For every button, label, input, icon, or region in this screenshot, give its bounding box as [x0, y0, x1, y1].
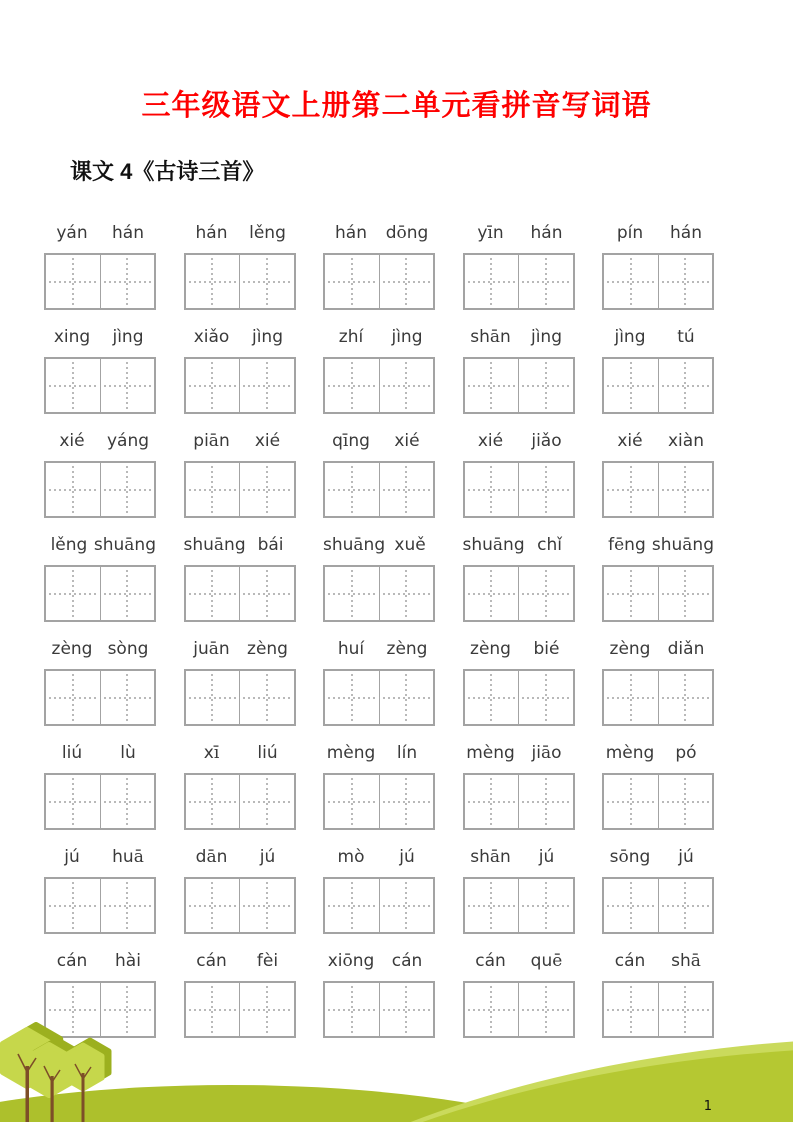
writing-box-row [44, 877, 714, 934]
pinyin-row [44, 844, 714, 870]
pinyin-syllable: bái [257, 535, 284, 555]
writing-cell [604, 775, 658, 828]
writing-cell [239, 359, 294, 412]
pinyin-word [463, 220, 575, 246]
pinyin-syllable: fèi [256, 951, 279, 971]
pinyin-syllable: shān [470, 327, 511, 347]
pinyin-syllable: shā [671, 951, 701, 971]
writing-cell [100, 671, 155, 724]
pinyin-syllable: xié [617, 431, 643, 451]
writing-cell [465, 775, 519, 828]
pinyin-word [463, 948, 575, 974]
writing-box-pair [463, 357, 575, 414]
pinyin-syllable: mèng [326, 743, 376, 763]
writing-cell [239, 463, 294, 516]
pinyin-syllable: jiǎo [531, 431, 562, 451]
pinyin-syllable: hán [670, 223, 702, 243]
pinyin-syllable: mèng [605, 743, 655, 763]
pinyin-syllable: xié [394, 431, 420, 451]
pinyin-syllable: bié [533, 639, 560, 659]
pinyin-syllable: hán [335, 223, 367, 243]
pinyin-word [184, 220, 296, 246]
pinyin-syllable: jìng [112, 327, 144, 347]
pinyin-syllable: zèng [609, 639, 651, 659]
pinyin-syllable: zèng [386, 639, 428, 659]
writing-cell [379, 775, 434, 828]
writing-cell [186, 463, 240, 516]
pinyin-syllable: hán [530, 223, 563, 243]
pinyin-syllable: hán [112, 223, 144, 243]
pinyin-word [44, 532, 156, 558]
writing-box-row [44, 253, 714, 310]
pinyin-word [602, 324, 714, 350]
writing-box-pair [323, 877, 435, 934]
writing-box-pair [323, 565, 435, 622]
pinyin-syllable: lěng [50, 535, 88, 555]
pinyin-word [184, 636, 296, 662]
writing-box-pair [463, 877, 575, 934]
pinyin-word [602, 532, 714, 558]
writing-cell [325, 567, 379, 620]
writing-box-row [44, 357, 714, 414]
pinyin-syllable: yáng [106, 431, 150, 451]
writing-cell [518, 359, 573, 412]
pinyin-syllable: sōng [609, 847, 651, 867]
writing-cell [518, 879, 573, 932]
pinyin-syllable: zèng [470, 639, 511, 659]
pinyin-syllable: xiǎo [193, 327, 230, 347]
pinyin-syllable: xī [203, 743, 220, 763]
pinyin-syllable: lín [396, 743, 418, 763]
writing-cell [604, 671, 658, 724]
pinyin-syllable: huā [112, 847, 144, 867]
writing-cell [100, 255, 155, 308]
pinyin-word [463, 428, 575, 454]
writing-cell [186, 567, 240, 620]
writing-box-pair [184, 669, 296, 726]
pinyin-syllable: yīn [477, 223, 504, 243]
writing-cell [604, 879, 658, 932]
writing-cell [604, 567, 658, 620]
writing-cell [518, 775, 573, 828]
writing-cell [186, 359, 240, 412]
pinyin-syllable: dōng [385, 223, 429, 243]
writing-box-pair [44, 773, 156, 830]
pinyin-syllable: mèng [466, 743, 515, 763]
writing-box-pair [602, 669, 714, 726]
pinyin-syllable: xié [254, 431, 281, 451]
pinyin-syllable: jìng [391, 327, 423, 347]
writing-box-pair [602, 877, 714, 934]
worksheet-row [44, 428, 714, 518]
writing-cell [325, 671, 379, 724]
page-number: 1 [703, 1099, 712, 1114]
writing-box-pair [184, 253, 296, 310]
writing-cell [658, 567, 713, 620]
section-heading: 课文 4《古诗三首》 [70, 159, 265, 184]
pinyin-word [323, 636, 435, 662]
writing-cell [518, 567, 573, 620]
pinyin-word [323, 324, 435, 350]
pinyin-syllable: shuāng [651, 535, 714, 555]
writing-cell [325, 879, 379, 932]
pinyin-syllable: pín [616, 223, 644, 243]
writing-box-pair [463, 669, 575, 726]
pinyin-word [44, 220, 156, 246]
pinyin-word [463, 532, 575, 558]
writing-box-pair [602, 253, 714, 310]
pinyin-syllable: jiāo [531, 743, 562, 763]
pinyin-syllable: shuāng [323, 535, 386, 555]
pinyin-word [602, 948, 714, 974]
pinyin-syllable: huí [337, 639, 365, 659]
writing-box-pair [602, 357, 714, 414]
worksheet-row [44, 740, 714, 830]
writing-cell [46, 255, 100, 308]
pinyin-word [184, 740, 296, 766]
pinyin-syllable: xing [53, 327, 91, 347]
pinyin-row [44, 220, 714, 246]
pinyin-word [323, 844, 435, 870]
pinyin-syllable: qīng [332, 431, 370, 451]
writing-cell [658, 463, 713, 516]
pinyin-syllable: cán [391, 951, 423, 971]
writing-box-pair [44, 253, 156, 310]
writing-cell [379, 879, 434, 932]
writing-box-pair [323, 773, 435, 830]
pinyin-syllable: jìng [251, 327, 283, 347]
pinyin-word [463, 844, 575, 870]
pinyin-syllable: zèng [51, 639, 93, 659]
pinyin-word [184, 844, 296, 870]
pinyin-syllable: shuāng [462, 535, 525, 555]
writing-cell [186, 255, 240, 308]
pinyin-syllable: pó [675, 743, 697, 763]
pinyin-syllable: juān [193, 639, 230, 659]
pinyin-syllable: jú [64, 847, 80, 867]
pinyin-syllable: zèng [247, 639, 288, 659]
writing-box-pair [44, 877, 156, 934]
pinyin-word [323, 428, 435, 454]
writing-cell [186, 775, 240, 828]
pinyin-word [184, 532, 296, 558]
writing-cell [46, 567, 100, 620]
pinyin-row [44, 740, 714, 766]
writing-cell [518, 255, 573, 308]
tree1-trunk [26, 1066, 30, 1122]
pinyin-syllable: cán [196, 951, 227, 971]
writing-cell [186, 671, 240, 724]
pinyin-syllable: yán [56, 223, 88, 243]
writing-cell [46, 463, 100, 516]
writing-box-pair [184, 877, 296, 934]
pinyin-syllable: jìng [614, 327, 646, 347]
writing-cell [325, 775, 379, 828]
pinyin-word [323, 948, 435, 974]
writing-cell [465, 879, 519, 932]
writing-cell [100, 359, 155, 412]
writing-box-pair [44, 357, 156, 414]
pinyin-word [44, 324, 156, 350]
writing-cell [46, 879, 100, 932]
writing-box-pair [184, 565, 296, 622]
worksheet-row [44, 324, 714, 414]
worksheet-row [44, 220, 714, 310]
hills-illustration [0, 1022, 793, 1122]
pinyin-syllable: lěng [249, 223, 286, 243]
pinyin-word [323, 740, 435, 766]
writing-box-row [44, 669, 714, 726]
pinyin-syllable: tú [677, 327, 695, 347]
pinyin-syllable: diǎn [667, 639, 705, 659]
pinyin-syllable: liú [61, 743, 83, 763]
writing-cell [658, 671, 713, 724]
writing-box-row [44, 461, 714, 518]
writing-cell [239, 255, 294, 308]
writing-cell [465, 671, 519, 724]
writing-cell [658, 879, 713, 932]
pinyin-syllable: sòng [107, 639, 149, 659]
pinyin-syllable: shuāng [93, 535, 156, 555]
pinyin-syllable: fēng [608, 535, 646, 555]
footer-decoration [0, 1022, 793, 1122]
writing-box-pair [323, 357, 435, 414]
writing-box-pair [463, 773, 575, 830]
pinyin-syllable: mò [337, 847, 365, 867]
writing-cell [465, 463, 519, 516]
writing-cell [100, 567, 155, 620]
pinyin-word [463, 740, 575, 766]
writing-cell [465, 359, 519, 412]
writing-box-row [44, 565, 714, 622]
writing-cell [379, 255, 434, 308]
pinyin-word [323, 532, 435, 558]
pinyin-syllable: cán [475, 951, 506, 971]
pinyin-word [44, 636, 156, 662]
writing-cell [100, 775, 155, 828]
writing-cell [465, 255, 519, 308]
pinyin-syllable: piān [193, 431, 230, 451]
pinyin-syllable: jìng [530, 327, 562, 347]
writing-box-pair [44, 669, 156, 726]
pinyin-syllable: jú [259, 847, 276, 867]
writing-box-pair [463, 253, 575, 310]
pinyin-word [44, 844, 156, 870]
writing-cell [518, 463, 573, 516]
pinyin-syllable: dān [195, 847, 228, 867]
pinyin-syllable: shān [470, 847, 511, 867]
writing-cell [239, 567, 294, 620]
pinyin-row [44, 324, 714, 350]
writing-cell [518, 671, 573, 724]
writing-cell [325, 463, 379, 516]
pinyin-syllable: xié [59, 431, 85, 451]
worksheet-row [44, 844, 714, 934]
writing-box-pair [463, 565, 575, 622]
pinyin-syllable: xuě [394, 535, 426, 555]
writing-box-pair [44, 565, 156, 622]
pinyin-syllable: zhí [338, 327, 364, 347]
writing-cell [465, 567, 519, 620]
writing-cell [604, 359, 658, 412]
writing-box-pair [602, 565, 714, 622]
writing-box-pair [184, 773, 296, 830]
worksheet-row [44, 636, 714, 726]
pinyin-syllable: chǐ [537, 535, 562, 555]
pinyin-syllable: quē [530, 951, 563, 971]
pinyin-word [602, 844, 714, 870]
pinyin-row [44, 636, 714, 662]
pinyin-syllable: xiōng [327, 951, 375, 971]
tree3-trunk [82, 1073, 85, 1122]
pinyin-syllable: lù [120, 743, 136, 763]
pinyin-syllable: jú [538, 847, 555, 867]
pinyin-syllable: xié [477, 431, 504, 451]
writing-cell [658, 359, 713, 412]
pinyin-word [602, 740, 714, 766]
pinyin-word [184, 428, 296, 454]
pinyin-word [602, 636, 714, 662]
writing-cell [658, 255, 713, 308]
writing-cell [604, 463, 658, 516]
pinyin-syllable: jú [399, 847, 415, 867]
pinyin-syllable: jú [678, 847, 694, 867]
writing-cell [658, 775, 713, 828]
writing-cell [379, 567, 434, 620]
pinyin-row [44, 532, 714, 558]
pinyin-word [463, 324, 575, 350]
pinyin-syllable: liú [257, 743, 278, 763]
writing-cell [100, 463, 155, 516]
pinyin-word [44, 428, 156, 454]
writing-box-pair [323, 669, 435, 726]
writing-cell [604, 255, 658, 308]
writing-box-pair [602, 773, 714, 830]
writing-cell [379, 671, 434, 724]
pinyin-syllable: hài [115, 951, 141, 971]
writing-box-row [44, 773, 714, 830]
writing-box-pair [184, 357, 296, 414]
pinyin-word [184, 324, 296, 350]
worksheet-row [44, 532, 714, 622]
writing-cell [186, 879, 240, 932]
writing-box-pair [184, 461, 296, 518]
writing-cell [100, 879, 155, 932]
writing-cell [379, 359, 434, 412]
writing-cell [239, 775, 294, 828]
writing-box-pair [44, 461, 156, 518]
writing-box-pair [602, 461, 714, 518]
writing-cell [379, 463, 434, 516]
pinyin-word [323, 220, 435, 246]
pinyin-word [602, 220, 714, 246]
pinyin-syllable: cán [614, 951, 646, 971]
pinyin-syllable: shuāng [183, 535, 246, 555]
pinyin-grid [44, 220, 714, 1052]
writing-cell [239, 879, 294, 932]
writing-cell [46, 775, 100, 828]
pinyin-word [44, 948, 156, 974]
pinyin-word [44, 740, 156, 766]
writing-cell [325, 359, 379, 412]
writing-cell [239, 671, 294, 724]
writing-box-pair [323, 253, 435, 310]
writing-cell [325, 255, 379, 308]
writing-box-pair [463, 461, 575, 518]
writing-cell [46, 671, 100, 724]
pinyin-syllable: xiàn [668, 431, 704, 451]
page-title: 三年级语文上册第二单元看拼音写词语 [141, 90, 652, 122]
writing-box-pair [323, 461, 435, 518]
pinyin-row [44, 948, 714, 974]
pinyin-word [602, 428, 714, 454]
pinyin-syllable: hán [195, 223, 228, 243]
pinyin-syllable: cán [56, 951, 88, 971]
pinyin-word [184, 948, 296, 974]
writing-cell [46, 359, 100, 412]
pinyin-row [44, 428, 714, 454]
pinyin-word [463, 636, 575, 662]
